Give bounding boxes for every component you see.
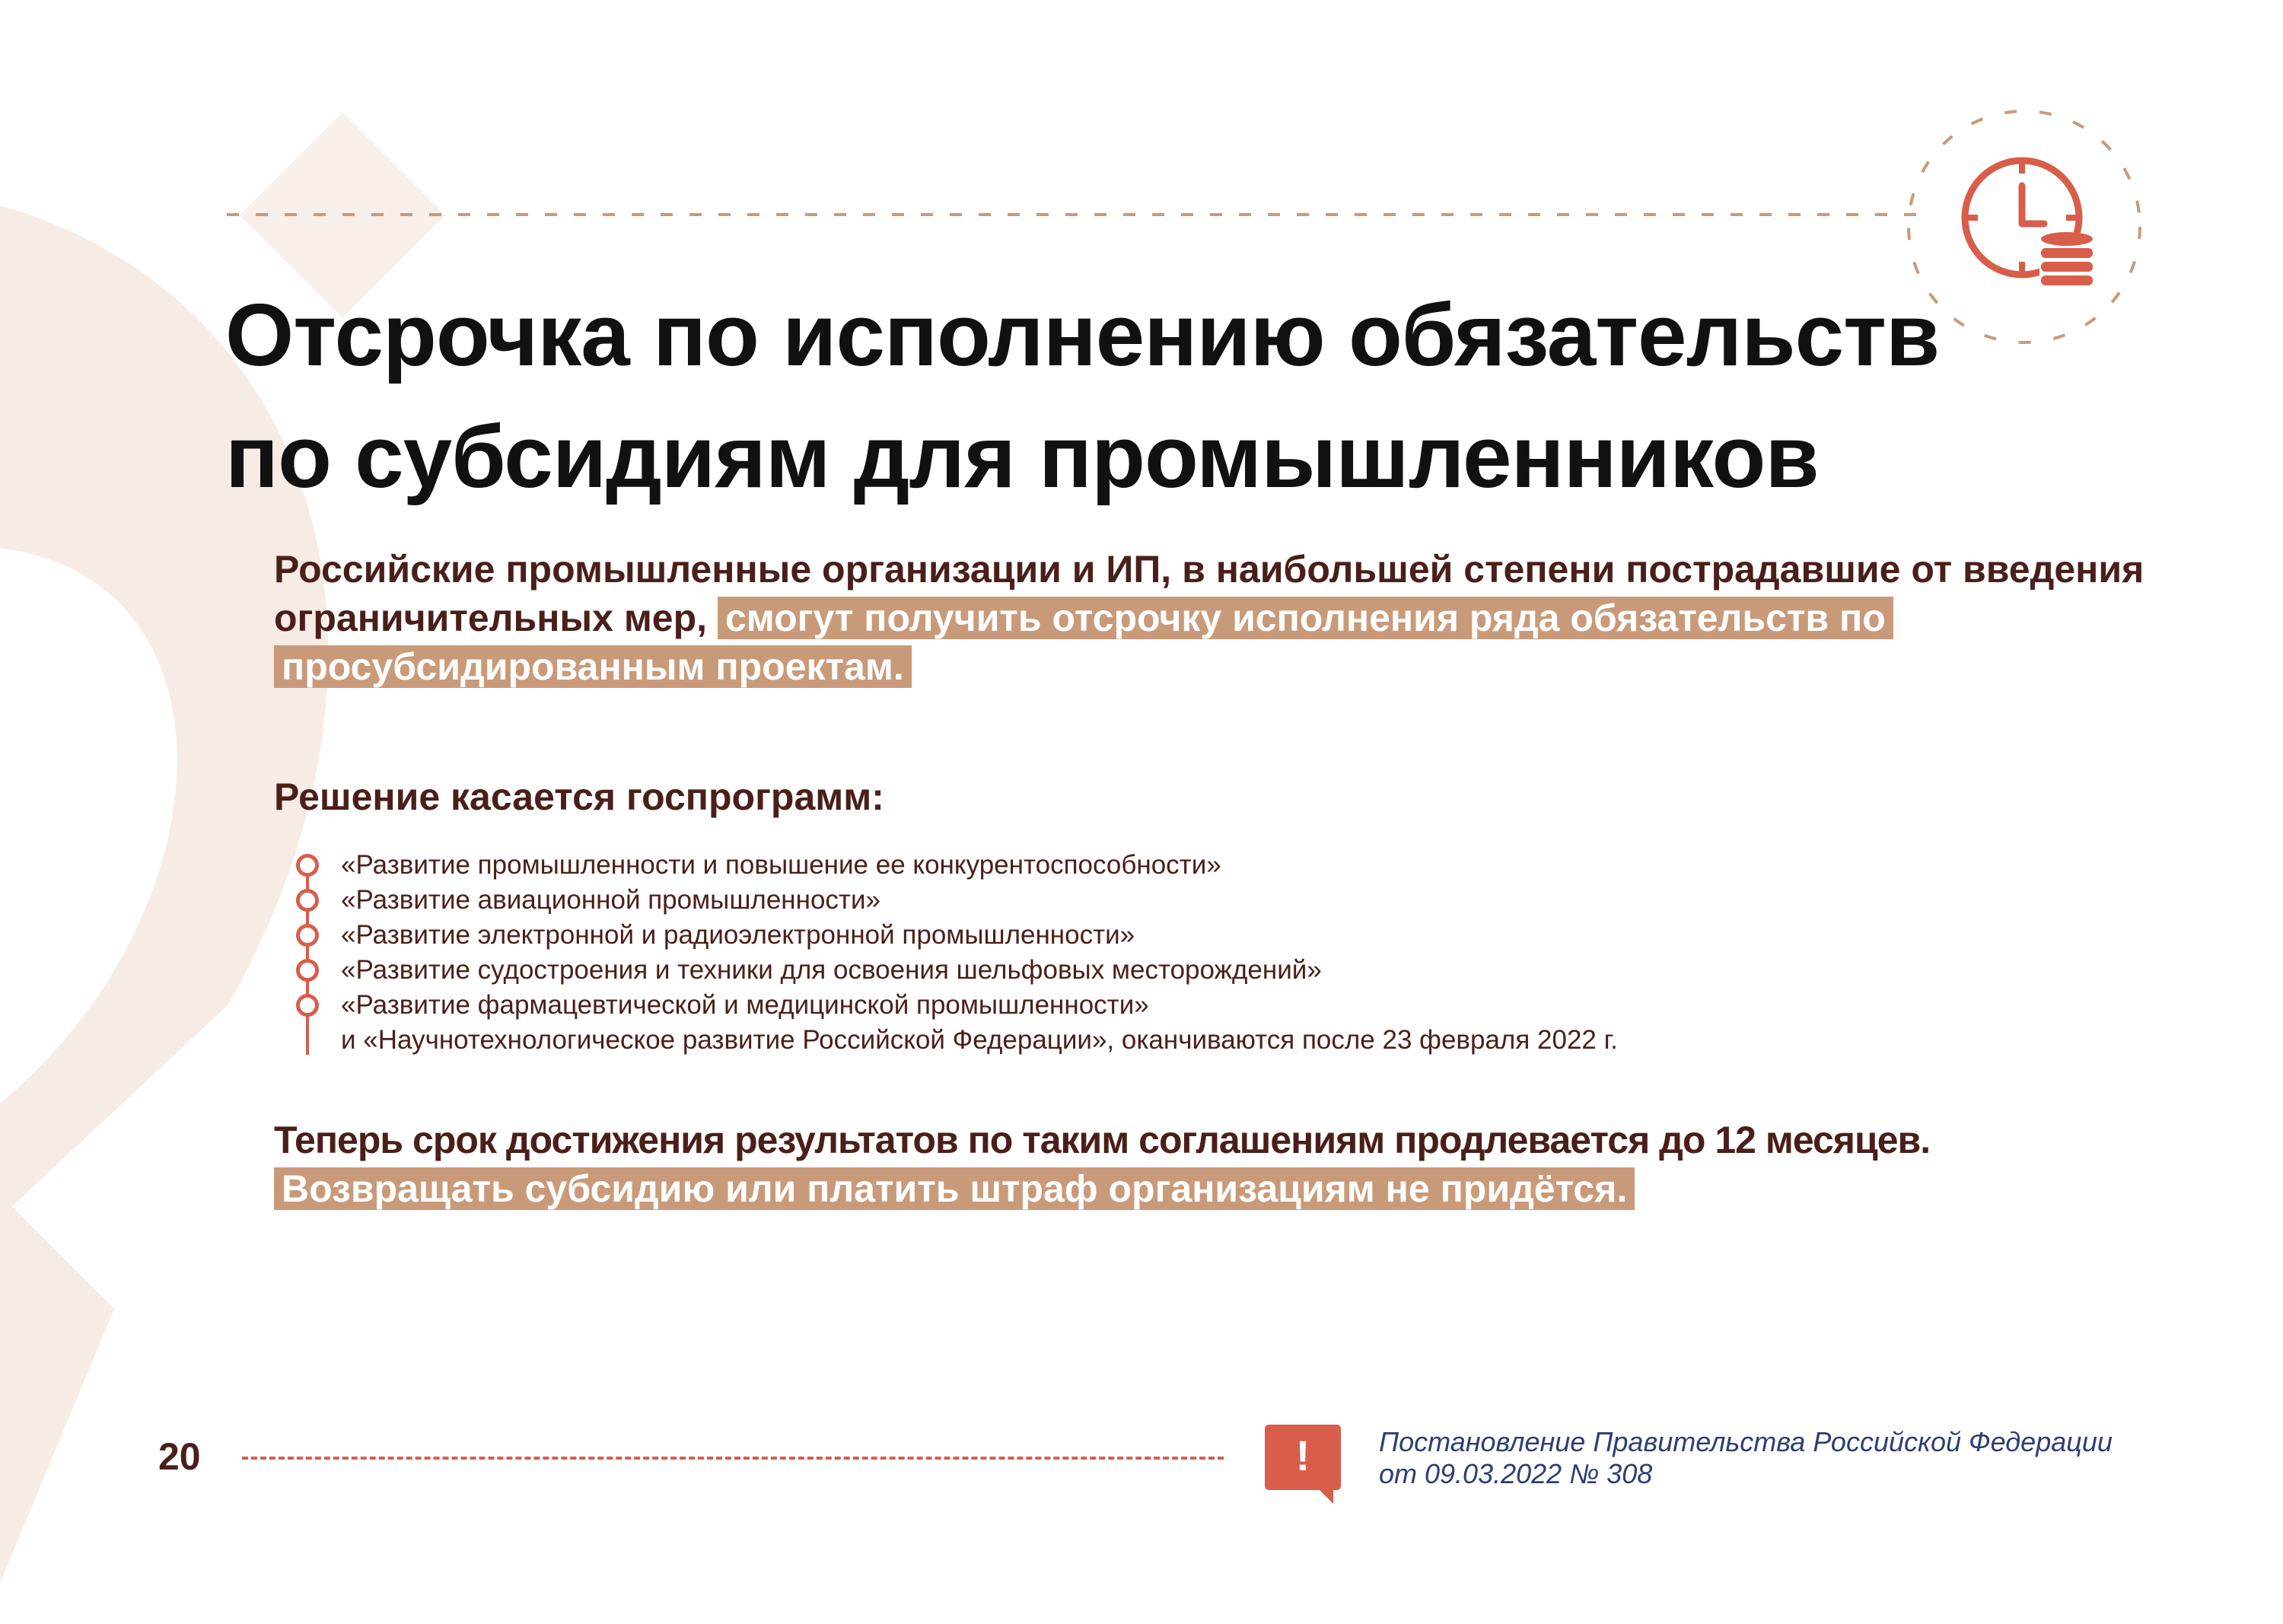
intro-text: Российские промышленные организации и ИП, в наибольшей степени пострадавшие от введения ограничительных мер, (274, 548, 2144, 639)
conclusion-text: Теперь срок достижения результатов по таким соглашениям продлевается до 12 месяцев. (274, 1119, 1931, 1161)
conclusion-highlight: Возвращать субсидию или платить штраф организациям не придётся. (274, 1167, 1635, 1210)
timeline-dot-icon (296, 889, 319, 912)
footer-dashed-line (242, 1457, 1224, 1460)
programs-subheading: Решение касается госпрограмм: (274, 775, 884, 818)
program-item-3 (294, 918, 2044, 953)
background-wedge-shape (0, 1195, 114, 1583)
intro-highlight: смогут получить отсрочку исполнения ряда обязательств по просубсидированным проектам. (274, 597, 1893, 688)
conclusion-paragraph (274, 1116, 2176, 1213)
timeline-dot-icon (296, 924, 319, 947)
alert-symbol: ! (1295, 1431, 1310, 1479)
title-line-1: Отсрочка по исполнению обязательств (225, 285, 1940, 384)
program-item-4 (294, 953, 2044, 988)
program-label: «Развитие авиационной промышленности» (341, 885, 880, 915)
program-label: «Развитие судостроения и техники для освоения шельфовых месторождений» (341, 955, 1322, 985)
program-item-1 (294, 848, 2044, 883)
page-title (225, 274, 2036, 517)
timeline-dot-icon (296, 994, 319, 1017)
timeline-dot-icon (296, 854, 319, 877)
program-tail-text: и «Научнотехнологическое развитие Российской Федерации», оканчиваются после 23 февраля 2022 г. (341, 1025, 1618, 1055)
program-item-5 (294, 988, 2044, 1058)
programs-list (294, 848, 2044, 1058)
source-reference: Постановление Правительства Российской Федерации от 09.03.2022 № 308 (1379, 1426, 2113, 1489)
alert-speech-bubble-icon (1265, 1425, 1341, 1504)
timeline-dot-icon (296, 959, 319, 982)
program-label: «Развитие промышленности и повышение ее конкурентоспособности» (341, 850, 1221, 880)
page-number: 20 (158, 1435, 201, 1478)
program-label: «Развитие фармацевтической и медицинской промышленности» (341, 990, 1149, 1020)
title-line-2: по субсидиям для промышленников (225, 407, 1819, 506)
program-label: «Развитие электронной и радиоэлектронной промышленности» (341, 920, 1135, 950)
program-item-2 (294, 883, 2044, 918)
intro-paragraph (274, 545, 2176, 691)
